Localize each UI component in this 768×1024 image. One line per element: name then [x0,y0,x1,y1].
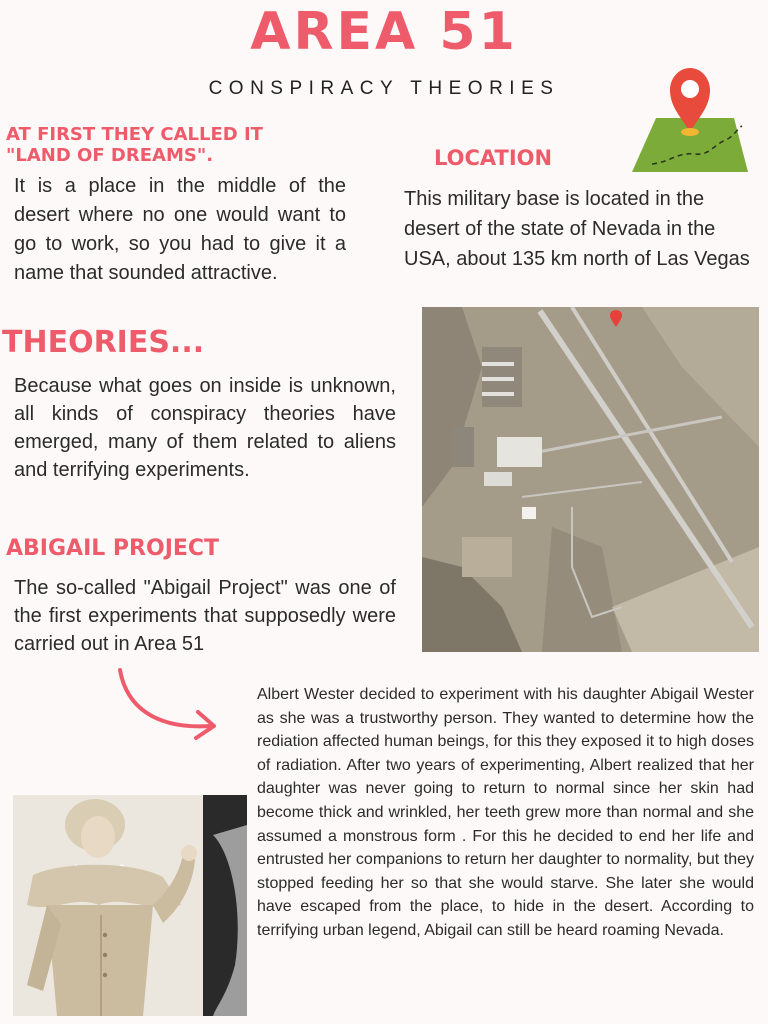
abigail-story-text: Albert Wester decided to experiment with his daughter Abigail Wester as she was a trustworthy person. They wanted to determine how the rediation affected human beings, for this they exposed it to high doses of radiation. After two years of experimenting, Albert realized that her daughter was never going to return to normal since her skin had become thick and wrinkled, her teeth grew more than normal and she assumed a monstrous form . For this he decided to end her life and entrusted her companions to return her daughter to normality, but they stopped feeding her so that she would starve. She later she would have escaped from the place, to hide in the desert. According to terrifying urban legend, Abigail can still be heard roaming Nevada. [257,686,754,939]
land-of-dreams-heading-line2: "LAND OF DREAMS". [6,145,214,166]
theories-heading: THEORIES... [2,325,205,360]
location-heading: LOCATION [434,146,553,170]
aerial-satellite-image [422,307,759,652]
page-title: AREA 51 [250,2,518,62]
theories-text: Because what goes on inside is unknown, all kinds of conspiracy theories have emerged, many of them related to aliens and terrifying experiments. [14,375,396,481]
curved-arrow-icon [112,664,222,746]
vintage-woman-photo [13,795,247,1016]
page-subtitle: CONSPIRACY THEORIES [208,78,560,99]
land-of-dreams-text: It is a place in the middle of the desert where no one would want to go to work, so you had to give it a name that sounded attractive. [14,175,346,284]
land-of-dreams-heading-line1: AT FIRST THEY CALLED IT [6,124,263,145]
map-pin-icon [630,66,750,176]
land-of-dreams-heading [6,124,336,166]
abigail-project-heading: ABIGAIL PROJECT [6,536,220,561]
location-text: This military base is located in the desert of the state of Nevada in the USA, about 135 km north of Las Vegas [404,188,750,270]
abigail-project-text: The so-called "Abigail Project" was one of the first experiments that supposedly were carried out in Area 51 [14,577,396,655]
